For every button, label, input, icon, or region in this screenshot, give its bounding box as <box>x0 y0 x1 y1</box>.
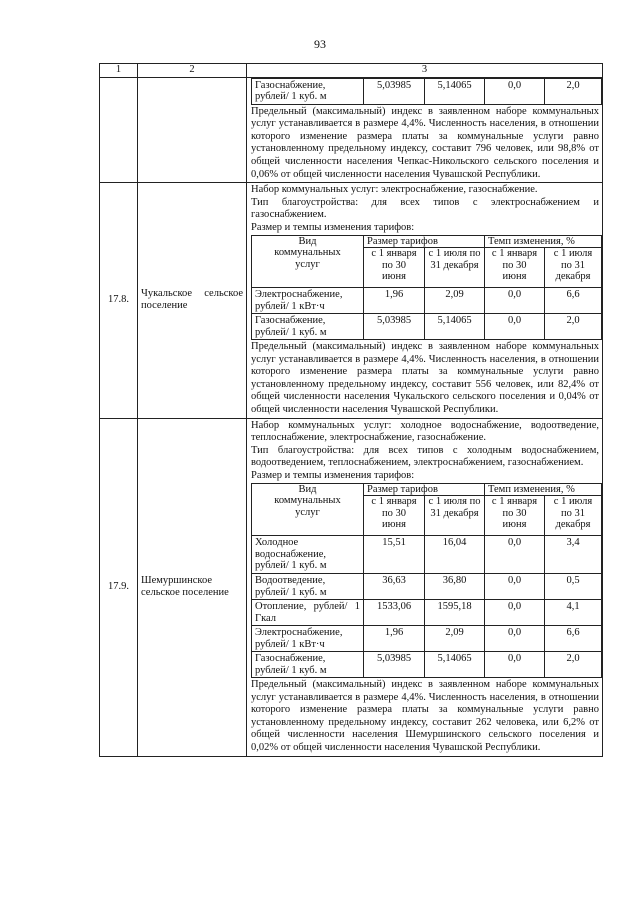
tariff-row <box>252 652 602 678</box>
rate-value: 0,0 <box>485 626 545 652</box>
tariff-value: 5,14065 <box>425 652 485 678</box>
rate-value: 2,0 <box>545 78 602 104</box>
header-period-2: с 1 июля по 31 декабря <box>545 248 602 288</box>
tariff-value: 1595,18 <box>425 600 485 626</box>
rate-value: 0,0 <box>485 314 545 340</box>
tariff-value: 1,96 <box>364 288 425 314</box>
header-period-1: с 1 января по 30 июня <box>485 248 545 288</box>
improvement-type-text: Тип благоустройства: для всех типов с холодным водоснабжением, водоотведением, теплоснабжением, электроснабжением, газоснабжением. <box>251 444 599 469</box>
service-name: Газоснабжение, рублей/ 1 куб. м <box>252 314 364 340</box>
improvement-type-text: Тип благоустройства: для всех типов с электроснабжением и газоснабжением. <box>251 196 599 221</box>
rate-value: 3,4 <box>545 536 602 574</box>
header-period-1: с 1 января по 30 июня <box>364 496 425 536</box>
tariff-value: 5,03985 <box>364 314 425 340</box>
rate-value: 0,0 <box>485 78 545 104</box>
row-number: 17.9. <box>100 418 138 756</box>
settlement-row <box>100 183 603 418</box>
header-period-1: с 1 января по 30 июня <box>364 248 425 288</box>
limit-index-text: Предельный (максимальный) индекс в заявленном наборе коммунальных услуг устанавливается в размере 4,4%. Численность населения, в отношении которого изменение размера платы за коммунальные услуги равно установленному предельному индексу, составит 556 человек, или 82,4% от общей численности населения Чукальского сельского поселения и 0,04% от общей численности населения Чувашской Республики. <box>251 341 599 415</box>
tariff-row <box>252 78 602 104</box>
limit-index-text: Предельный (максимальный) индекс в заявленном наборе коммунальных услуг устанавливается в размере 4,4%. Численность населения, в отношении которого изменение размера платы за коммунальные услуги равно установленному предельному индексу, составит 796 человек, или 98,8% от общей численности населения Чепкас-Никольского сельского поселения и 0,06% от общей численности населения Чувашской Республики. <box>251 105 599 180</box>
continuation-row <box>100 77 603 183</box>
rate-value: 0,0 <box>485 600 545 626</box>
tariff-row <box>252 600 602 626</box>
continuation-tariff-table <box>251 78 602 105</box>
tariff-value: 2,09 <box>425 626 485 652</box>
service-name: Электроснабжение, рублей/ 1 кВт·ч <box>252 288 364 314</box>
row-number: 17.8. <box>100 183 138 418</box>
header-row <box>100 64 603 78</box>
header-period-2: с 1 июля по 31 декабря <box>545 496 602 536</box>
rate-value: 0,0 <box>485 652 545 678</box>
rate-value: 0,5 <box>545 574 602 600</box>
service-name: Газоснабжение, рублей/ 1 куб. м <box>252 652 364 678</box>
tariff-main-table <box>99 63 603 757</box>
tariff-value: 5,03985 <box>364 78 425 104</box>
header-col2: 2 <box>138 64 247 78</box>
rate-value: 2,0 <box>545 314 602 340</box>
tariff-value: 2,09 <box>425 288 485 314</box>
rate-value: 4,1 <box>545 600 602 626</box>
service-name: Водоотведение, рублей/ 1 куб. м <box>252 574 364 600</box>
rate-value: 2,0 <box>545 652 602 678</box>
tariff-value: 5,14065 <box>425 78 485 104</box>
header-period-2: с 1 июля по 31 декабря <box>425 496 485 536</box>
tariff-row <box>252 314 602 340</box>
rate-value: 6,6 <box>545 288 602 314</box>
header-period-2: с 1 июля по 31 декабря <box>425 248 485 288</box>
tariff-table <box>251 483 602 679</box>
rates-caption: Размер и темпы изменения тарифов: <box>251 221 415 233</box>
page-number: 93 <box>314 37 326 51</box>
tariff-value: 5,14065 <box>425 314 485 340</box>
header-col3: 3 <box>247 64 603 78</box>
header-rate: Темп изменения, % <box>485 235 602 248</box>
header-rate: Темп изменения, % <box>485 483 602 496</box>
tariff-row <box>252 536 602 574</box>
tariff-value: 1,96 <box>364 626 425 652</box>
tariff-value: 36,63 <box>364 574 425 600</box>
limit-index-text: Предельный (максимальный) индекс в заявленном наборе коммунальных услуг устанавливается в размере 4,4%. Численность населения, в отношении которого изменение размера платы за коммунальные услуги равно установленному предельному индексу, составит 262 человека, или 6,2% от общей численности населения Шемуршинского сельского поселения и 0,02% от общей численности населения Чувашской Республики. <box>251 679 599 754</box>
tariff-value: 16,04 <box>425 536 485 574</box>
tariff-value: 15,51 <box>364 536 425 574</box>
tariff-row <box>252 288 602 314</box>
services-set-text: Набор коммунальных услуг: холодное водоснабжение, водоотведение, теплоснабжение, электроснабжение, газоснабжение. <box>251 419 599 444</box>
service-name: Газоснабжение, рублей/ 1 куб. м <box>252 78 364 104</box>
settlement-name: Чукальское сельское поселение <box>138 183 247 418</box>
settlement-row <box>100 418 603 756</box>
settlement-name: Шемуршинское сельское поселение <box>138 418 247 756</box>
header-kind: Вид коммунальных услуг <box>252 235 364 288</box>
tariff-row <box>252 626 602 652</box>
tariff-row <box>252 574 602 600</box>
tariff-value: 5,03985 <box>364 652 425 678</box>
service-name: Холодное водоснабжение, рублей/ 1 куб. м <box>252 536 364 574</box>
header-size: Размер тарифов <box>364 483 485 496</box>
services-set-text: Набор коммунальных услуг: электроснабжение, газоснабжение. <box>251 184 538 196</box>
service-name: Электроснабжение, рублей/ 1 кВт·ч <box>252 626 364 652</box>
rate-value: 0,0 <box>485 536 545 574</box>
tariff-value: 36,80 <box>425 574 485 600</box>
rate-value: 6,6 <box>545 626 602 652</box>
tariff-value: 1533,06 <box>364 600 425 626</box>
rate-value: 0,0 <box>485 574 545 600</box>
header-col1: 1 <box>100 64 138 78</box>
header-size: Размер тарифов <box>364 235 485 248</box>
rates-caption: Размер и темпы изменения тарифов: <box>251 469 415 481</box>
service-name: Отопление, рублей/ 1 Гкал <box>252 600 364 626</box>
header-period-1: с 1 января по 30 июня <box>485 496 545 536</box>
tariff-table <box>251 235 602 341</box>
rate-value: 0,0 <box>485 288 545 314</box>
header-kind: Вид коммунальных услуг <box>252 483 364 536</box>
